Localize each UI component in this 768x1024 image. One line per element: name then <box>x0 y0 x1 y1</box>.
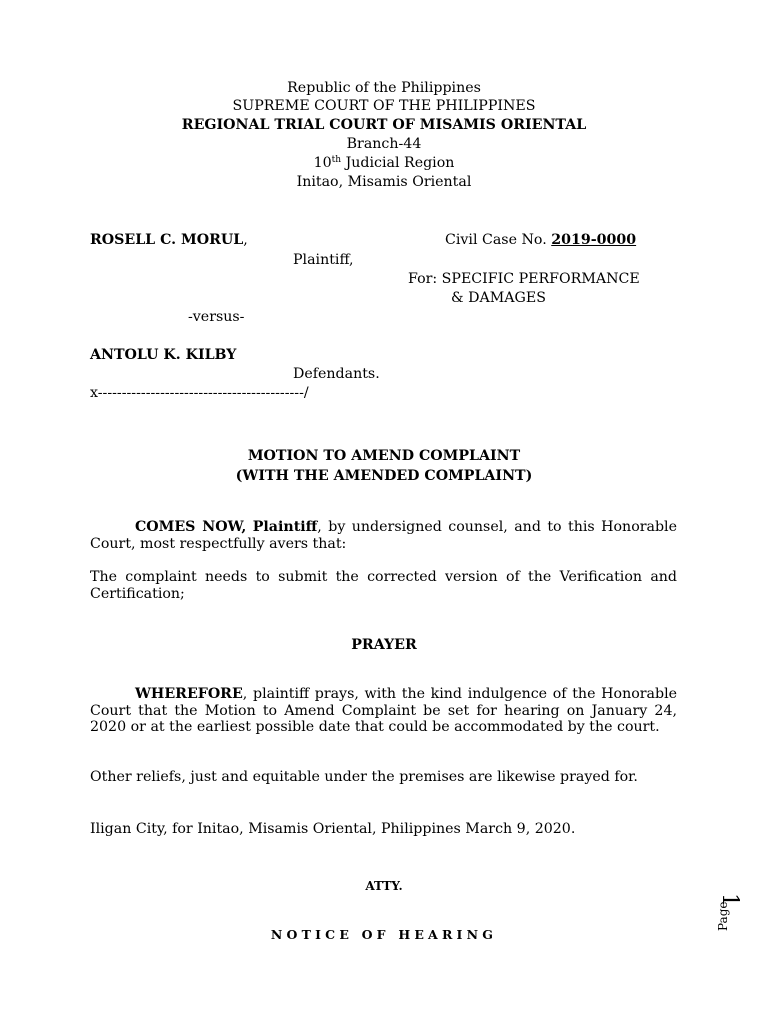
header-branch: Branch-44 <box>346 136 422 152</box>
wherefore-rest: , plaintiff prays, with the kind indulgence of the Honorable Court that the Motion to Amend Complaint be set for hearing on January 24, 2020 or at the earliest possible date that could be accommodated by the court. <box>90 686 677 736</box>
region-text: Judicial Region <box>341 155 455 171</box>
comes-now-text: COMES NOW, <box>135 519 247 535</box>
header-rtc: REGIONAL TRIAL COURT OF MISAMIS ORIENTAL <box>181 117 587 133</box>
defendant-role: Defendants. <box>293 366 380 382</box>
wherefore-text: WHEREFORE <box>135 686 243 702</box>
page-word: Page <box>716 901 730 931</box>
plaintiff-comma: , <box>243 232 248 248</box>
header-republic: Republic of the Philippines <box>287 80 481 96</box>
atty-label: ATTY. <box>365 879 403 893</box>
paragraph-complaint: The complaint needs to submit the corrected version of the Verification and Certification; <box>90 569 677 602</box>
region-suffix: th <box>331 155 342 165</box>
paragraph-comes-now <box>90 519 677 552</box>
plaintiff-text: Plaintiff <box>252 519 318 535</box>
region-number: 10 <box>313 155 332 171</box>
case-label: Civil Case No. <box>445 232 552 248</box>
page-number: 1 <box>717 893 742 907</box>
comes-now-rest: , by undersigned counsel, and to this Honorable Court, most respectfully avers that: <box>90 519 677 552</box>
for-line-2: & DAMAGES <box>451 290 546 306</box>
case-number-line <box>445 231 636 249</box>
paragraph-wherefore <box>90 686 677 736</box>
versus-label: -versus- <box>188 309 245 325</box>
defendant-name: ANTOLU K. KILBY <box>90 347 237 363</box>
for-line-1: For: SPECIFIC PERFORMANCE <box>408 271 640 287</box>
motion-subtitle: (WITH THE AMENDED COMPLAINT) <box>235 468 533 484</box>
case-number: 2019-0000 <box>551 232 637 248</box>
plaintiff-name-text: ROSELL C. MORUL <box>90 232 244 248</box>
prayer-heading: PRAYER <box>351 637 417 653</box>
header-location: Initao, Misamis Oriental <box>296 174 472 190</box>
plaintiff-role: Plaintiff, <box>293 252 354 268</box>
paragraph-other-reliefs: Other reliefs, just and equitable under the premises are likewise prayed for. <box>90 769 638 785</box>
page-number-label <box>716 893 742 937</box>
header-supreme-court: SUPREME COURT OF THE PHILIPPINES <box>232 98 536 114</box>
notice-of-hearing-heading: NOTICE OF HEARING <box>270 927 498 942</box>
plaintiff-name <box>90 231 248 249</box>
caption-separator: x-------------------------------------------/ <box>90 385 309 401</box>
header-region <box>0 154 768 172</box>
motion-title: MOTION TO AMEND COMPLAINT <box>247 448 521 464</box>
place-date-line: Iligan City, for Initao, Misamis Oriental, Philippines March 9, 2020. <box>90 821 576 837</box>
